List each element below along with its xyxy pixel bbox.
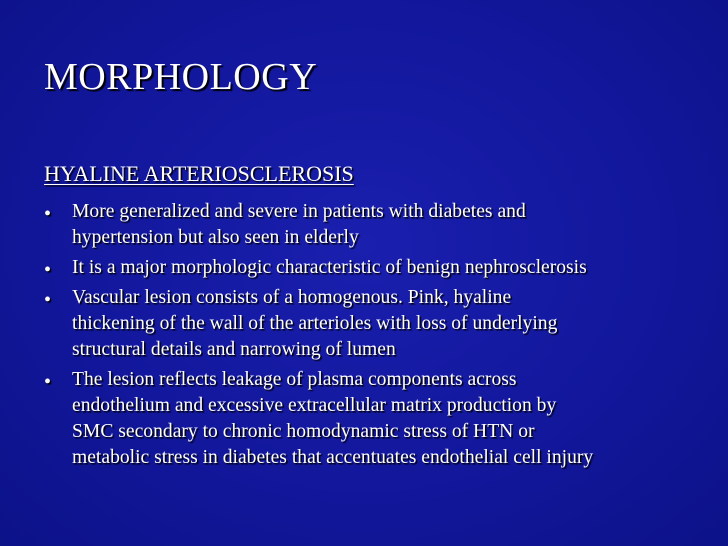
bullet-text-line: It is a major morphologic characteristic of benign nephrosclerosis bbox=[72, 257, 587, 278]
bullet-text-line: SMC secondary to chronic homodynamic stress of HTN or bbox=[72, 421, 535, 442]
bullet-item bbox=[44, 199, 724, 251]
bullet-icon: • bbox=[44, 203, 52, 225]
bullet-text-line: thickening of the wall of the arterioles with loss of underlying bbox=[72, 313, 558, 334]
bullet-text-line: metabolic stress in diabetes that accentuates endothelial cell injury bbox=[72, 447, 594, 468]
bullet-text-line: endothelium and excessive extracellular matrix production by bbox=[72, 395, 557, 416]
slide-title: MORPHOLOGY bbox=[44, 56, 318, 98]
bullet-text-line: More generalized and severe in patients with diabetes and bbox=[72, 201, 526, 222]
bullet-icon: • bbox=[44, 259, 52, 281]
bullet-text-line: The lesion reflects leakage of plasma components across bbox=[72, 369, 517, 390]
bullet-icon: • bbox=[44, 289, 52, 311]
bullet-list bbox=[44, 199, 724, 475]
bullet-icon: • bbox=[44, 371, 52, 393]
bullet-item bbox=[44, 367, 724, 471]
bullet-text-line: hypertension but also seen in elderly bbox=[72, 227, 359, 248]
bullet-text-line: Vascular lesion consists of a homogenous. Pink, hyaline bbox=[72, 287, 512, 308]
section-heading: HYALINE ARTERIOSCLEROSIS bbox=[44, 161, 354, 186]
bullet-item bbox=[44, 285, 724, 363]
bullet-item bbox=[44, 255, 724, 281]
bullet-text-line: structural details and narrowing of lumen bbox=[72, 339, 396, 360]
